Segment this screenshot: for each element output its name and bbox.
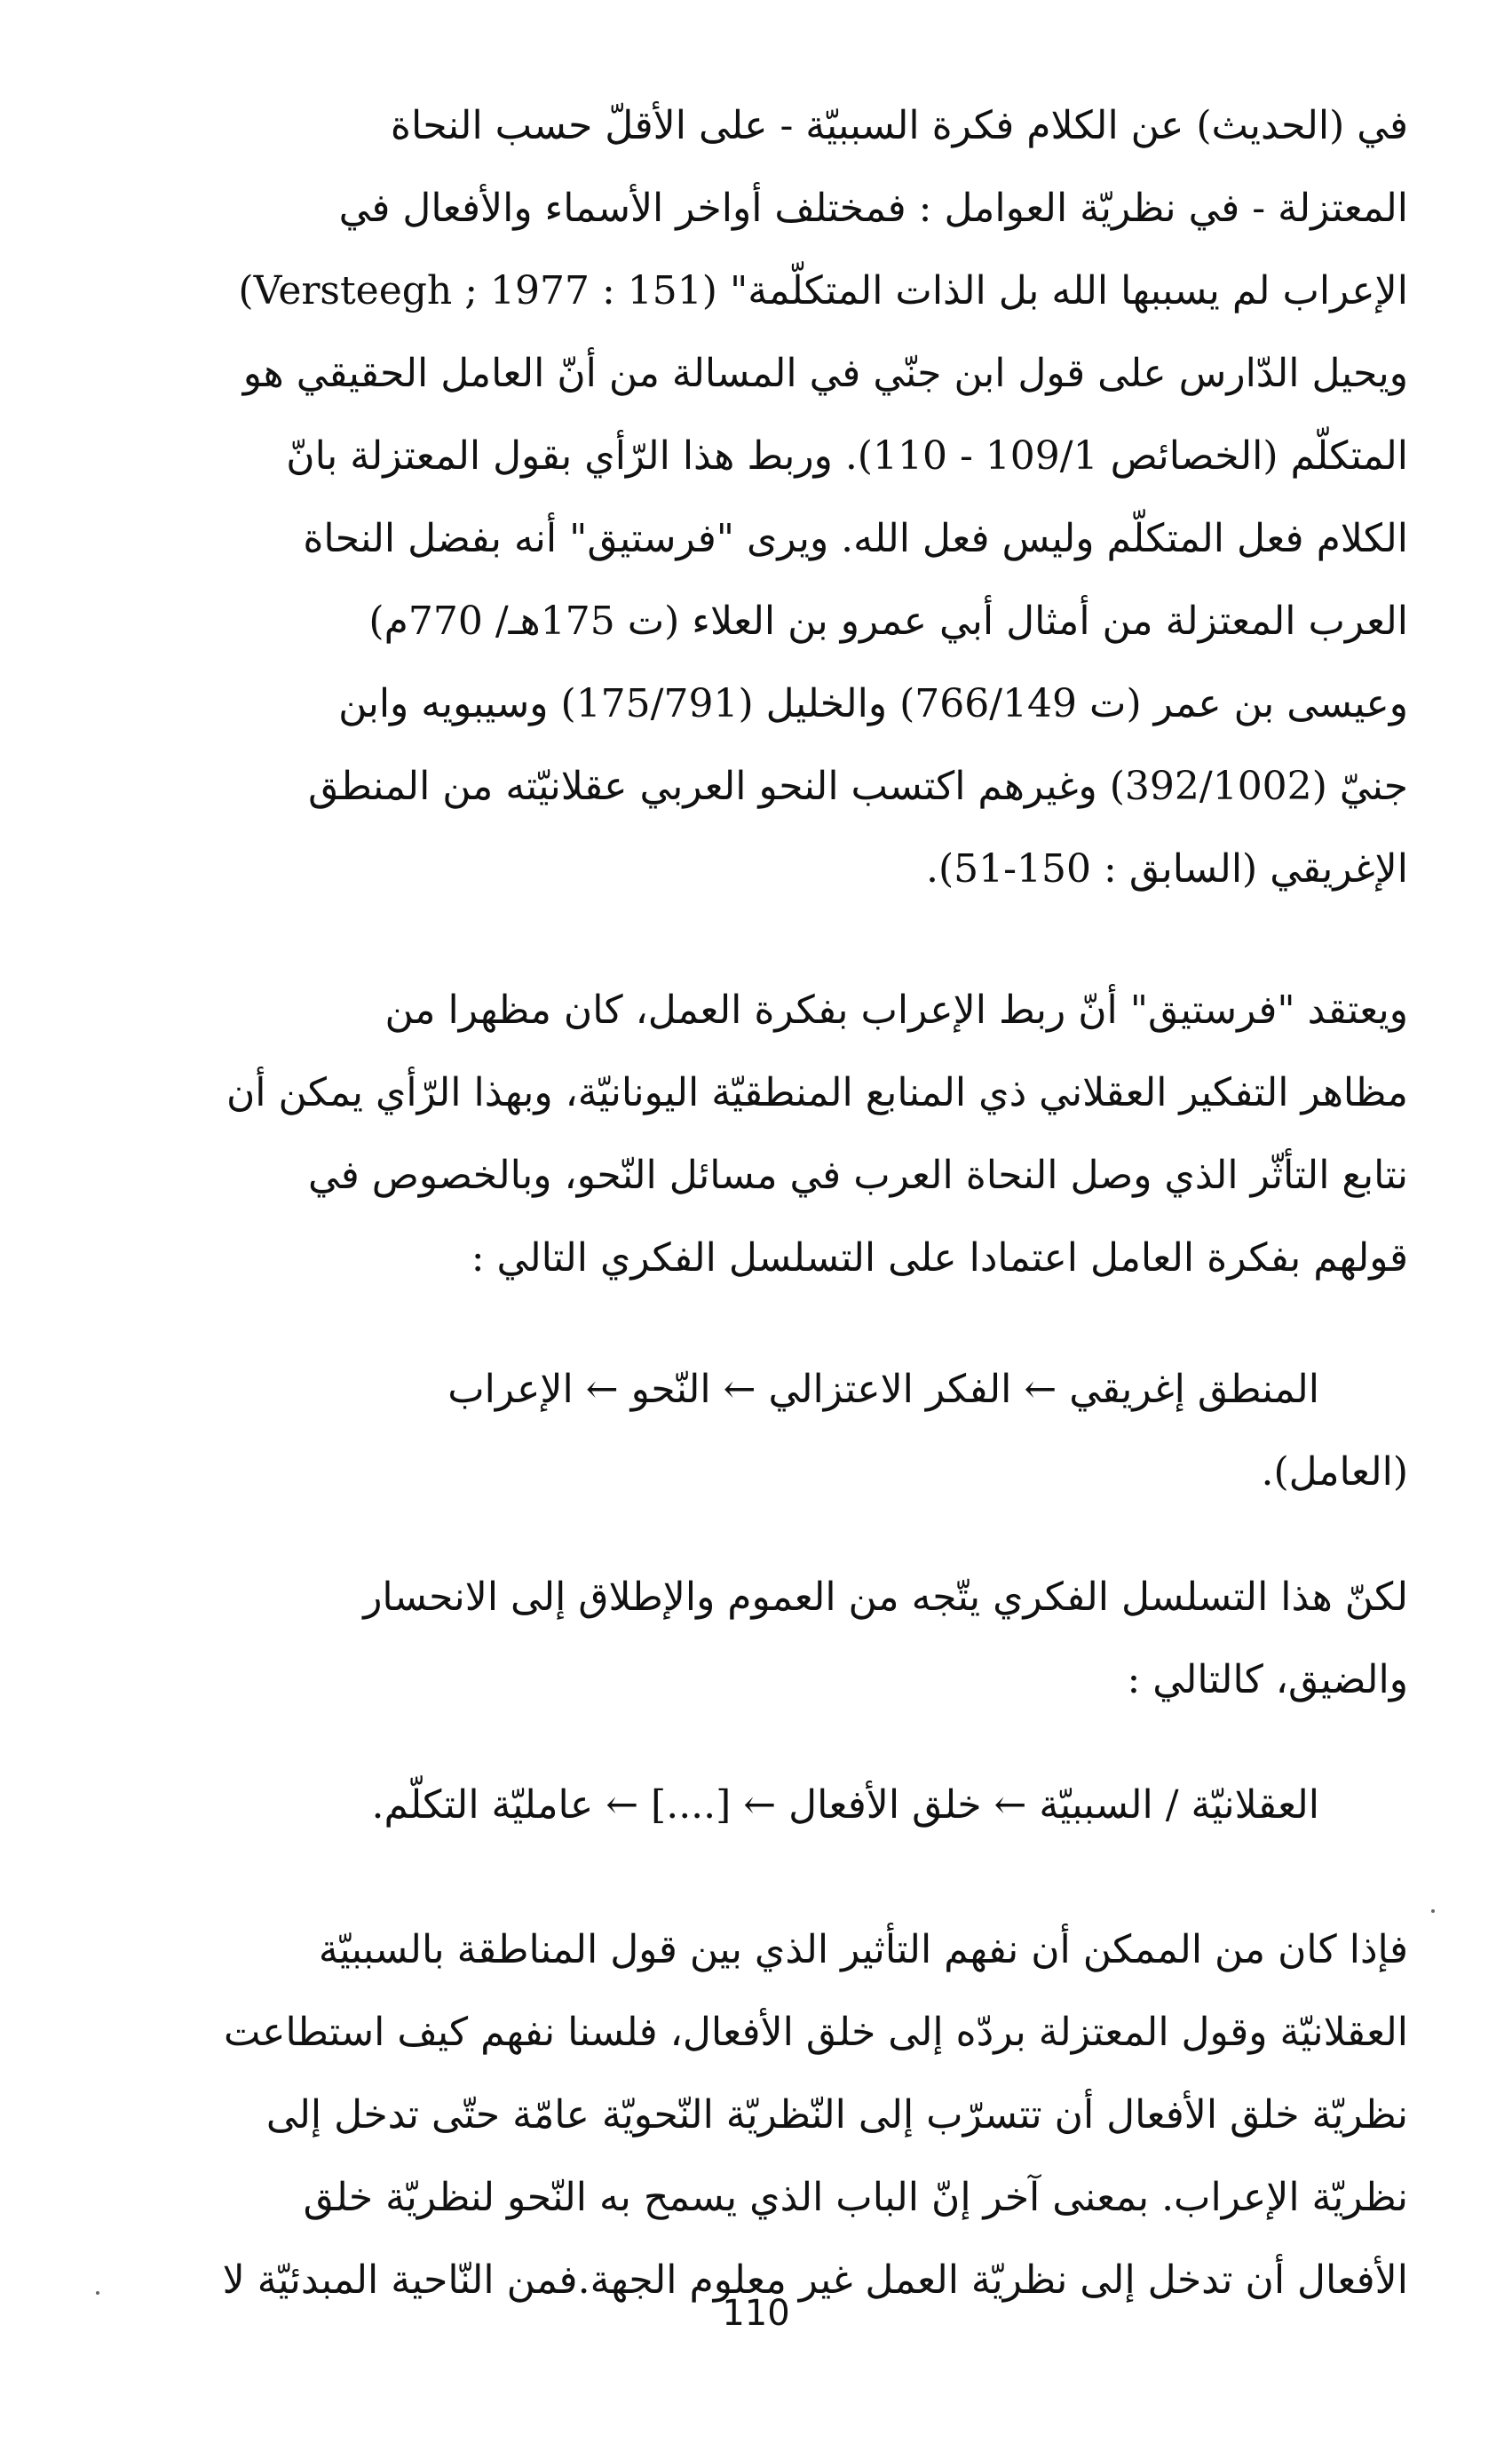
text-line: الأفعال أن تدخل إلى نظريّة العمل غير معلوم الجهة.فمن النّاحية المبدئيّة لا bbox=[222, 2257, 1408, 2303]
paragraph-4 bbox=[156, 1908, 1408, 2321]
text-line: ويعتقد "فرستيق" أنّ ربط الإعراب بفكرة العمل، كان مظهرا من bbox=[384, 988, 1408, 1033]
paragraph-2 bbox=[156, 969, 1408, 1299]
text-line: في (الحديث) عن الكلام فكرة السببيّة - على الأقلّ حسب النحاة bbox=[390, 103, 1408, 148]
page-number: 110 bbox=[722, 2293, 790, 2334]
logic-chain-two: العقلانيّة / السببيّة ← خلق الأفعال ← [....] ← عامليّة التكلّم. bbox=[371, 1782, 1319, 1828]
text-line: نظريّة الإعراب. بمعنى آخر إنّ الباب الذي يسمح به النّحو لنظريّة خلق bbox=[303, 2175, 1408, 2220]
paragraph-3 bbox=[156, 1556, 1408, 1721]
text-line: الكلام فعل المتكلّم وليس فعل الله. ويرى "فرستيق" أنه بفضل النحاة bbox=[303, 516, 1408, 561]
text-line: قولهم بفكرة العامل اعتمادا على التسلسل الفكري التالي : bbox=[471, 1235, 1408, 1281]
text-line: العقلانيّة وقول المعتزلة بردّه إلى خلق الأفعال، فلسنا نفهم كيف استطاعت bbox=[224, 2010, 1408, 2055]
text-line: المتكلّم (الخصائص 109/1 - 110). وربط هذا الرّأي بقول المعتزلة بانّ bbox=[286, 433, 1408, 479]
text-line: مظاهر التفكير العقلاني ذي المنابع المنطقيّة اليونانيّة، وبهذا الرّأي يمكن أن bbox=[226, 1070, 1408, 1115]
text-line: فإذا كان من الممكن أن نفهم التأثير الذي بين قول المناطقة بالسببيّة bbox=[318, 1927, 1408, 1972]
text-line: وعيسى بن عمر (ت 766/149) والخليل (175/791) وسيبويه وابن bbox=[338, 681, 1408, 726]
chain-line: المنطق إغريقي ← الفكر الاعتزالي ← النّحو ← الإعراب bbox=[447, 1367, 1319, 1412]
text-line: الإغريقي (السابق : 150-51). bbox=[926, 846, 1408, 892]
text-line: نتابع التأثّر الذي وصل النحاة العرب في مسائل النّحو، وبالخصوص في bbox=[308, 1153, 1408, 1198]
page-body bbox=[156, 84, 1408, 2321]
text-line: والضيق، كالتالي : bbox=[1127, 1657, 1408, 1702]
scan-speck bbox=[1431, 1909, 1435, 1913]
text-line: جنيّ (392/1002) وغيرهم اكتسب النحو العربي عقلانيّته من المنطق bbox=[308, 764, 1408, 809]
text-line: نظريّة خلق الأفعال أن تتسرّب إلى النّظريّة النّحويّة عامّة حتّى تدخل إلى bbox=[265, 2092, 1408, 2138]
text-line: لكنّ هذا التسلسل الفكري يتّجه من العموم والإطلاق إلى الانحسار bbox=[363, 1575, 1408, 1620]
paragraph-1 bbox=[156, 84, 1408, 910]
text-line: ويحيل الدّارس على قول ابن جنّي في المسالة من أنّ العامل الحقيقي هو bbox=[242, 351, 1408, 396]
text-line: المعتزلة - في نظريّة العوامل : فمختلف أواخر الأسماء والأفعال في bbox=[338, 186, 1408, 231]
text-line: العرب المعتزلة من أمثال أبي عمرو بن العلاء (ت 175هـ/ 770م) bbox=[368, 599, 1408, 644]
chain-line-continuation: (العامل). bbox=[1261, 1449, 1408, 1495]
logic-chain-one bbox=[156, 1348, 1408, 1513]
text-line: الإعراب لم يسببها الله بل الذات المتكلّمة" (Versteegh ; 1977 : 151) bbox=[238, 268, 1408, 313]
